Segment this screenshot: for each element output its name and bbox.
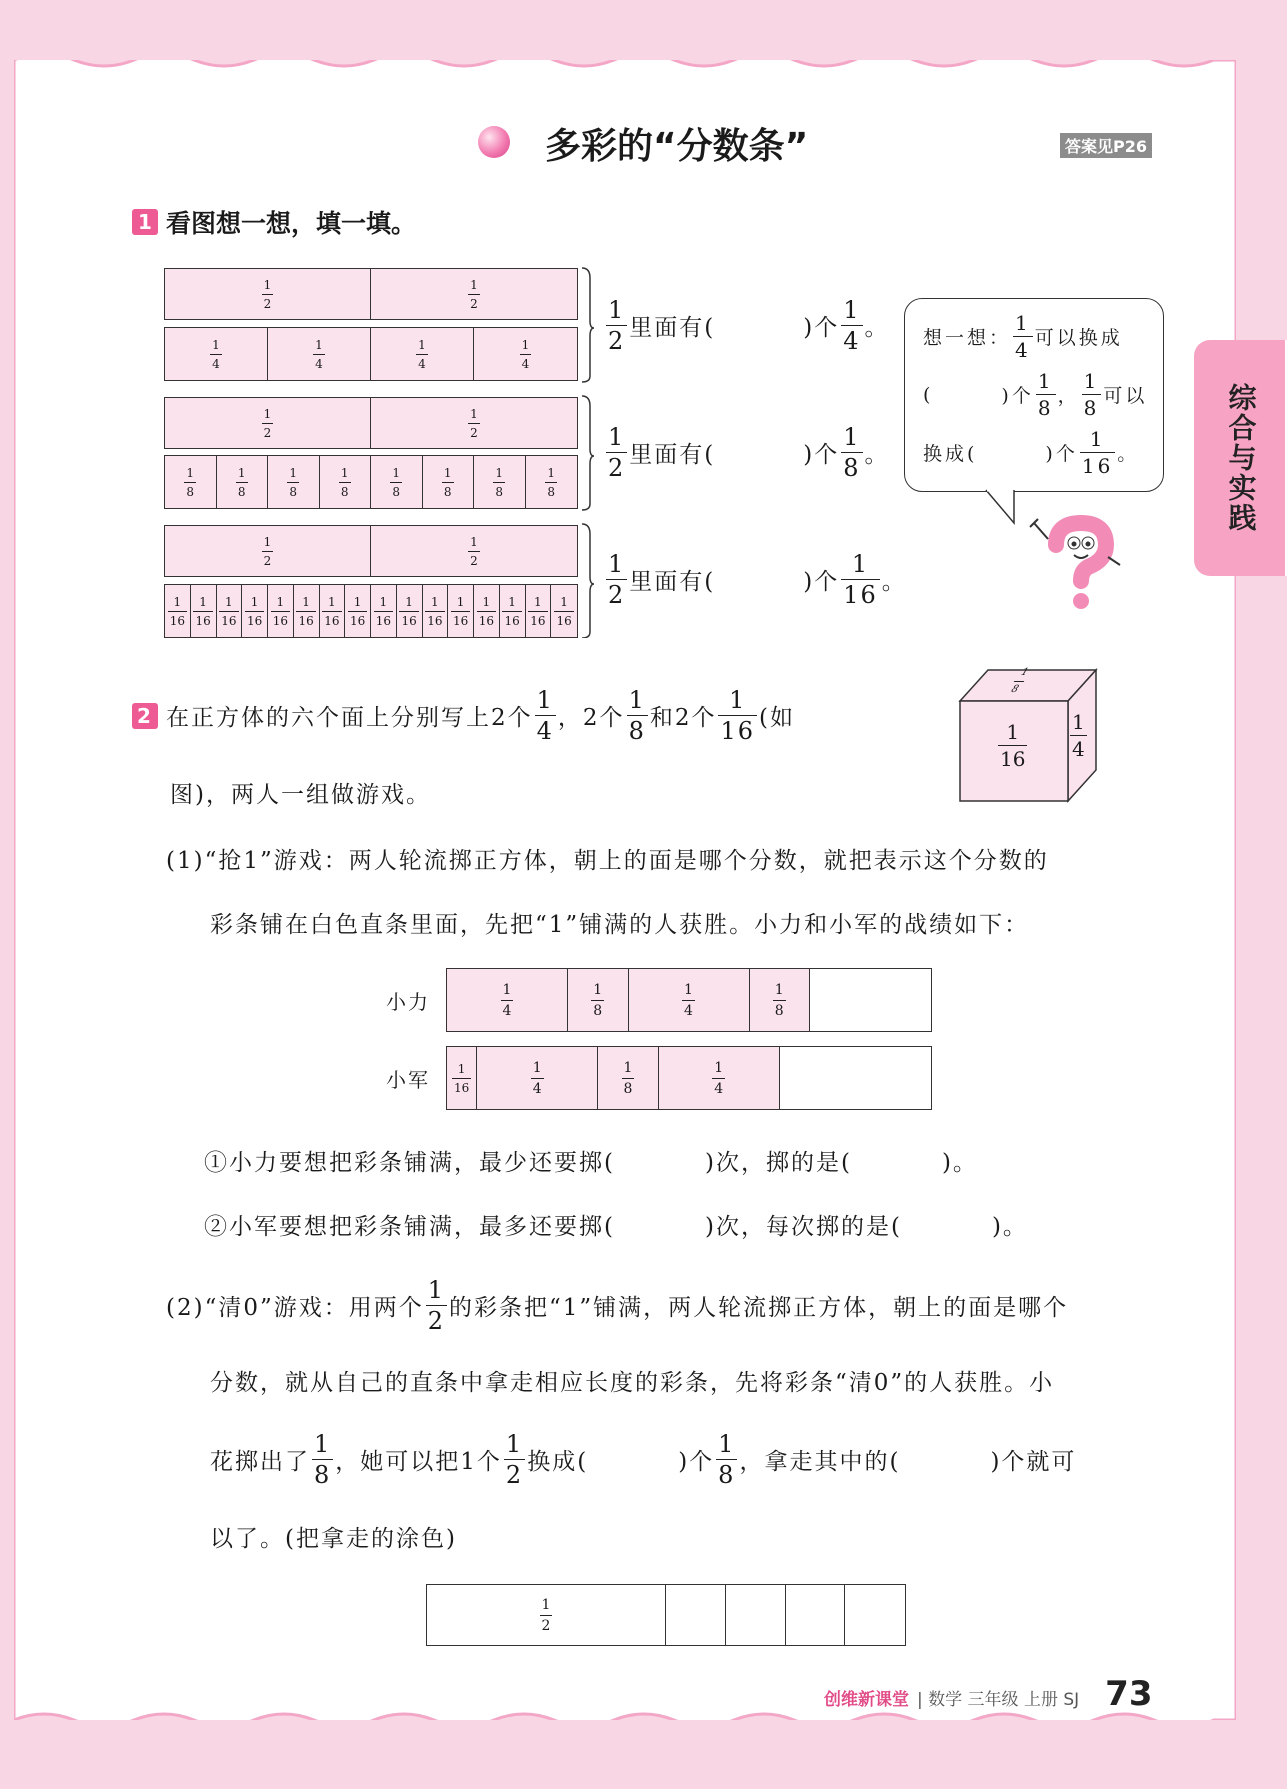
answer-blank[interactable] [615,1208,705,1241]
eighth-bar [164,455,578,509]
q1-row-2-suffix: )个 [803,442,840,468]
empty-cell [810,969,931,1031]
q1-row-3-end: 。 [881,569,907,595]
bar-cell: $\frac{1}{16}$ [320,585,346,637]
bar-cell: $\frac{1}{4}$ [371,328,474,380]
q1-row-1-prefix: 里面有( [629,315,716,341]
colorable-cell[interactable] [845,1585,905,1645]
sixteenth-bar [164,584,578,638]
colorable-cell[interactable] [666,1585,726,1645]
bar-cell: $\frac{1}{16}$ [474,585,500,637]
bar-cell: $\frac{1}{2}$ [165,398,371,448]
bar-cell: $\frac{1}{16}$ [447,1047,477,1109]
q1-row-1-end: 。 [864,315,890,341]
answer-blank[interactable] [615,1144,705,1177]
bar-cell: $\frac{1}{16}$ [242,585,268,637]
question-number-1: 1 [132,209,158,235]
cube-top-label: $\frac{1}{8}$ [1008,667,1031,695]
bar-cell: $\frac{1}{2}$ [470,277,478,311]
half-bar-2 [164,397,578,449]
q1-row-1-suffix: )个 [803,315,840,341]
bar-cell: $\frac{1}{4}$ [477,1047,598,1109]
q1-row-3: $\frac{1}{2}$ 里面有( )个 $\frac{1}{16}$ 。 [608,550,907,609]
part-2-line-2: 分数，就从自己的直条中拿走相应长度的彩条，先将彩条“清0”的人获胜。小 [210,1370,1055,1396]
player-label-xiaojun: 小军 [386,1068,430,1092]
bar-cell: $\frac{1}{16}$ [165,585,191,637]
part-1-line-1: (1)“抢1”游戏：两人轮流掷正方体，朝上的面是哪个分数，就把表示这个分数的 [166,848,1049,874]
bar-cell: $\frac{1}{8}$ [750,969,811,1031]
part-2-line-3: 花掷出了 $\frac{1}{8}$ ，她可以把1个 $\frac{1}{2}$ 换成( )个 $\frac{1}{8}$ ，拿走其中的( )个就可 [210,1430,1077,1489]
sub-question-2: ②小军要想把彩条铺满，最多还要掷( )次，每次掷的是( )。 [204,1208,1028,1241]
bar-cell: $\frac{1}{8}$ [371,456,423,508]
bar-cell: $\frac{1}{8}$ [474,456,526,508]
bar-cell: $\frac{1}{2}$ [165,269,371,319]
sub-question-1: ①小力要想把彩条铺满，最少还要掷( )次，掷的是( )。 [204,1144,978,1177]
cube-side-label: $\frac{1}{4}$ [1072,710,1085,761]
bar-cell: $\frac{1}{16}$ [500,585,526,637]
bar-cell: $\frac{1}{2}$ [165,526,371,576]
bar-cell: $\frac{1}{4}$ [521,337,530,371]
half-bar-3 [164,525,578,577]
q1-row-2-end: 。 [864,442,890,468]
bar-cell: $\frac{1}{16}$ [217,585,243,637]
footer-info: | 数学 三年级 上册 SJ [917,1690,1080,1710]
title-ball-icon [478,126,510,158]
xiaojun-strip [446,1046,932,1110]
xiaoli-strip [446,968,932,1032]
q1-row-3-suffix: )个 [803,569,840,595]
page-title: 多彩的“分数条” [545,126,809,167]
bar-cell: $\frac{1}{16}$ [397,585,423,637]
bar-cell: $\frac{1}{16}$ [371,585,397,637]
bar-cell: $\frac{1}{8}$ [268,456,320,508]
bar-cell: $\frac{1}{4}$ [165,328,268,380]
half-bar-1 [164,268,578,320]
answer-blank[interactable] [852,1144,942,1177]
bar-cell: $\frac{1}{16}$ [448,585,474,637]
bubble-line-2: ( )个 $\frac{1}{8}$ ， $\frac{1}{8}$ 可以 [923,369,1148,420]
answer-blank[interactable] [902,1208,992,1241]
colorable-cell[interactable] [786,1585,846,1645]
bubble-line-3: 换成( )个 $\frac{1}{16}$ 。 [923,427,1140,478]
q1-row-2-prefix: 里面有( [629,442,716,468]
footer-brand: 创维新课堂 [824,1690,909,1710]
cube-front-label: $\frac{1}{16}$ [1000,720,1026,771]
bar-cell: $\frac{1}{8}$ [568,969,629,1031]
bar-cell: $\frac{1}{8}$ [165,456,217,508]
empty-cell [780,1047,931,1109]
bar-cell: $\frac{1}{16}$ [423,585,449,637]
bar-cell: $\frac{1}{16}$ [345,585,371,637]
bar-cell: $\frac{1}{8}$ [598,1047,659,1109]
page-number: 73 [1105,1674,1153,1714]
side-tab-label: 综合与实践 [1224,383,1258,533]
part-2-line-4: 以了。(把拿走的涂色) [210,1526,457,1552]
q1-row-2: $\frac{1}{2}$ 里面有( )个 $\frac{1}{8}$ 。 [608,423,890,482]
answer-reference: 答案见P26 [1060,133,1152,158]
question-1-instruction: 看图想一想，填一填。 [166,209,417,238]
player-label-xiaoli: 小力 [386,990,430,1014]
q1-row-1: $\frac{1}{2}$ 里面有( )个 $\frac{1}{4}$ 。 [608,296,890,355]
bar-cell: $\frac{1}{2}$ [470,406,478,440]
bar-cell: $\frac{1}{16}$ [526,585,552,637]
bar-cell: $\frac{1}{2}$ [427,1585,666,1645]
bar-cell: $\frac{1}{4}$ [629,969,750,1031]
bar-cell: $\frac{1}{4}$ [447,969,568,1031]
part-2-line-1: (2)“清0”游戏：用两个 $\frac{1}{2}$ 的彩条把“1”铺满，两人轮流掷正方体，朝上的面是哪个 [166,1276,1069,1335]
question-2-intro: 2 在正方体的六个面上分别写上2个 $\frac{1}{4}$ ，2个 $\frac{1}{8}$ 和2个 $\frac{1}{16}$ (如 [132,688,795,743]
bar-cell: $\frac{1}{16}$ [294,585,320,637]
bar-cell: $\frac{1}{8}$ [217,456,269,508]
question-mark-mascot-icon [1026,515,1126,615]
question-1-header [132,204,416,240]
bar-cell: $\frac{1}{8}$ [547,465,556,499]
brace-lines [580,266,596,638]
bar-cell: $\frac{1}{8}$ [423,456,475,508]
part-1-line-2: 彩条铺在白色直条里面，先把“1”铺满的人获胜。小力和小军的战绩如下： [210,912,1030,938]
bubble-tail [984,489,1024,525]
bubble-line-1: 想一想： $\frac{1}{4}$ 可以换成 [923,311,1123,362]
quarter-bar [164,327,578,381]
bar-cell: $\frac{1}{16}$ [268,585,294,637]
colorable-cell[interactable] [726,1585,786,1645]
bar-cell: $\frac{1}{4}$ [268,328,371,380]
thinking-bubble [904,298,1164,492]
question-number-2: 2 [132,703,158,729]
footer [824,1674,1152,1714]
bar-cell: $\frac{1}{16}$ [556,594,572,628]
clear-zero-strip[interactable] [426,1584,906,1646]
q1-row-3-prefix: 里面有( [629,569,716,595]
bar-cell: $\frac{1}{8}$ [320,456,372,508]
question-2-intro-line2: 图)，两人一组做游戏。 [170,782,431,808]
bar-cell: $\frac{1}{2}$ [470,534,478,568]
side-tab [1194,340,1287,576]
bar-cell: $\frac{1}{16}$ [191,585,217,637]
bar-cell: $\frac{1}{4}$ [659,1047,780,1109]
